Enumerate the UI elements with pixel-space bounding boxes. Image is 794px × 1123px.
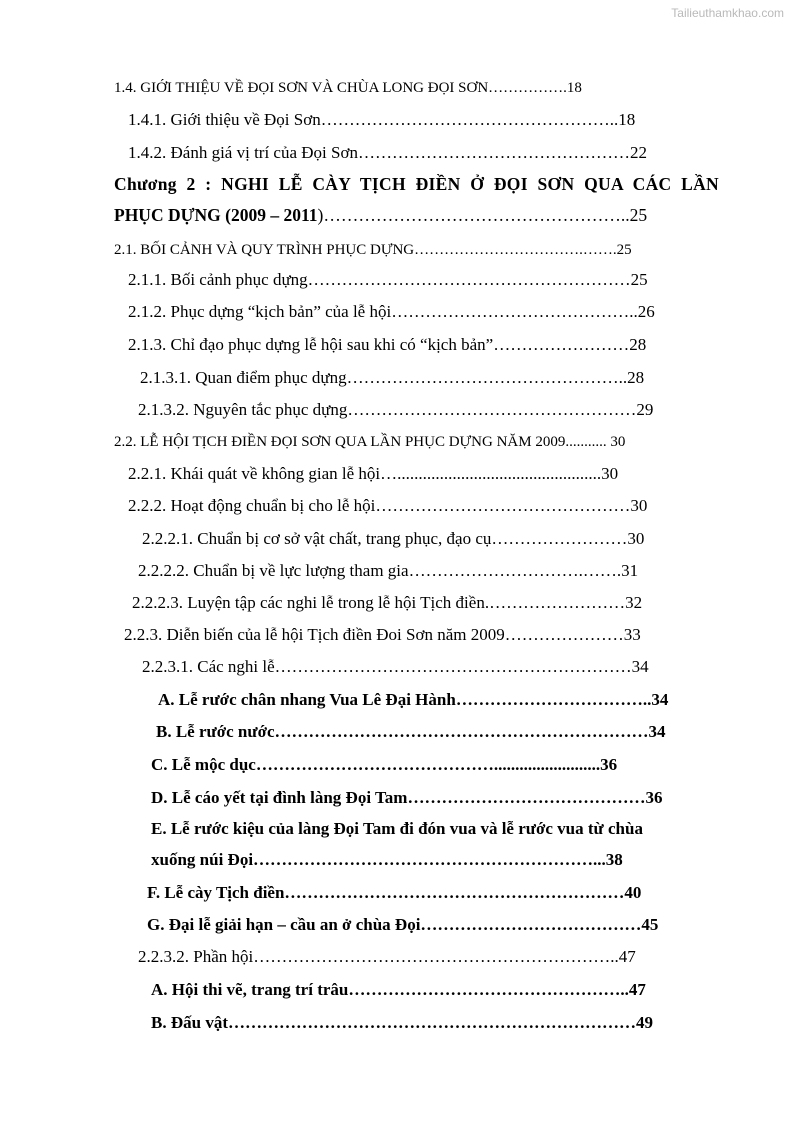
toc-chapter-title-cont	[114, 203, 647, 227]
toc-chapter-title-bold: PHỤC DỰNG (2009 – 2011	[114, 205, 318, 225]
toc-entry: 2.2.3. Diễn biến của lễ hội Tịch điền Đoi Sơn năm 2009…………………33	[124, 625, 641, 644]
watermark: Tailieuthamkhao.com	[671, 6, 784, 20]
toc-entry: 1.4.1. Giới thiệu về Đọi Sơn……………………………………………..18	[128, 110, 636, 129]
toc-entry-cont: xuống núi Đọi……………………………………………………...38	[151, 850, 623, 869]
toc-entry: F. Lễ cày Tịch điền……………………………………………………40	[147, 883, 642, 902]
toc-entry: 2.2. LỄ HỘI TỊCH ĐIỀN ĐỌI SƠN QUA LẦN PHỤC DỰNG NĂM 2009........... 30	[114, 434, 626, 450]
toc-entry: 1.4.2. Đánh giá vị trí của Đọi Sơn…………………………………………22	[128, 143, 647, 162]
toc-entry: 2.1.3. Chỉ đạo phục dựng lễ hội sau khi có “kịch bản”……………………28	[128, 335, 647, 354]
toc-entry: D. Lễ cáo yết tại đình làng Đọi Tam……………………………………36	[151, 788, 663, 807]
toc-entry: 2.1.2. Phục dựng “kịch bản” của lễ hội……………………………………..26	[128, 302, 655, 321]
toc-entry: 2.2.2.3. Luyện tập các nghi lễ trong lễ hội Tịch điền.……………………32	[132, 593, 643, 612]
toc-entry: 2.1.1. Bối cảnh phục dựng…………………………………………………25	[128, 270, 648, 289]
toc-entry: 2.2.3.1. Các nghi lễ………………………………………………………34	[142, 657, 649, 676]
toc-chapter-page: )……………………………………………..25	[317, 205, 648, 225]
toc-entry: 2.1.3.2. Nguyên tắc phục dựng……………………………………………29	[138, 400, 654, 419]
toc-entry: G. Đại lễ giải hạn – cầu an ở chùa Đọi…………………………………45	[147, 915, 659, 934]
toc-entry: 2.2.1. Khái quát về không gian lễ hội…................................................30	[128, 464, 619, 483]
toc-entry: A. Lễ rước chân nhang Vua Lê Đại Hành……………………………..34	[158, 690, 669, 709]
toc-entry: 2.2.3.2. Phần hội………………………………………………………..47	[138, 947, 636, 966]
toc-entry: 2.2.2.2. Chuẩn bị về lực lượng tham gia………………………….…….31	[138, 561, 639, 580]
toc-entry: 2.1. BỐI CẢNH VÀ QUY TRÌNH PHỤC DỰNG…………………………….…….25	[114, 242, 632, 258]
toc-entry: 2.2.2. Hoạt động chuẩn bị cho lễ hội………………………………………30	[128, 496, 648, 515]
toc-entry: A. Hội thi vẽ, trang trí trâu…………………………………………..47	[151, 980, 646, 999]
toc-entry: E. Lễ rước kiệu của làng Đọi Tam đi đón vua và lễ rước vua từ chùa	[151, 819, 643, 838]
toc-entry: B. Đấu vật………………………………………………………………49	[151, 1013, 653, 1032]
toc-entry: 2.2.2.1. Chuẩn bị cơ sở vật chất, trang phục, đạo cụ……………………30	[142, 529, 645, 548]
toc-entry: C. Lễ mộc dục…………………………………….........................36	[151, 755, 618, 774]
toc-entry: B. Lễ rước nước…………………………………………………………34	[156, 722, 666, 741]
toc-entry: 2.1.3.1. Quan điểm phục dựng…………………………………………..28	[140, 368, 645, 387]
toc-entry: 1.4. GIỚI THIỆU VỀ ĐỌI SƠN VÀ CHÙA LONG ĐỌI SƠN…………….18	[114, 80, 582, 96]
toc-chapter-title: Chương 2 : NGHI LỄ CÀY TỊCH ĐIỀN Ở ĐỌI SƠN QUA CÁC LẦN	[114, 174, 719, 194]
